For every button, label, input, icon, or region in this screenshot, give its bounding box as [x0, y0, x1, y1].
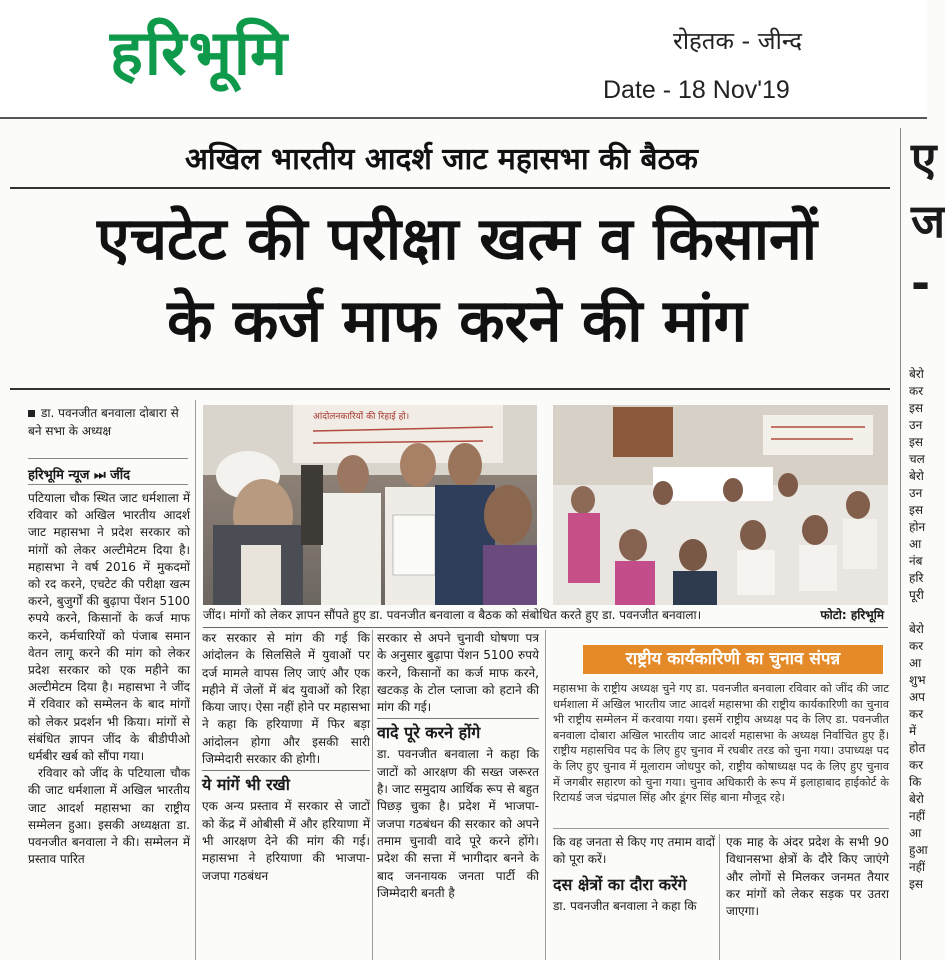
photo1-banner-text: आंदोलनकारियों की रिहाई हो।	[313, 412, 410, 422]
photo-credit: फोटो: हरिभूमि	[820, 608, 884, 622]
photo-meeting-hall	[553, 405, 888, 605]
subhead-text: डा. पवनजीत बनवाला दोबारा से बने सभा के अध्यक्ष	[28, 406, 179, 438]
byline: हरिभूमि न्यूज ⏭ जींद	[28, 458, 188, 483]
article-column-1	[28, 490, 190, 960]
clipped-text-line: उन	[909, 418, 923, 432]
byline-rule	[28, 484, 188, 485]
edition-label: रोहतक - जीन्द	[673, 27, 802, 55]
kicker-headline: अखिल भारतीय आदर्श जाट महासभा की बैठक	[185, 142, 698, 177]
photo1-illustration	[203, 405, 537, 605]
clipped-text-line: नंब	[909, 554, 923, 568]
bullet-square-icon	[28, 410, 35, 417]
clipped-text-line: नहीं	[909, 809, 926, 823]
paragraph: पटियाला चौक स्थित जाट धर्मशाला में रविवार को अखिल भारतीय आदर्श जाट महासभा ने प्रदेश सरकार को मांगों को लेकर अल्टीमेटम दिया है। महासभा ने वर्ष 2016 में मुकदमों को रद करने, एचटेट की परीक्षा खत्म करने, बुजुर्गों की बुढ़ापा पेंशन 5100 रुपये करने, किसानों के कर्ज माफ करने, कर्मचारियों को पंजाब समान वेतन लागू करने की मांग को लेकर प्रदेश सरकार को एक महीने का अल्टीमेटम दिया है। महासभा ने जींद में रविवार को सम्मेलन के बाद मांगों को लेकर प्रदर्शन भी किया। मांगों से संबंधित ज्ञापन जींद के बीडीपीओ धर्मबीर खर्ब को सौंपा गया।	[28, 491, 190, 764]
paragraph: रविवार को जींद के पटियाला चौक की जाट धर्मशाला में अखिल भारतीय जाट आदर्श महासभा का राष्ट्रीय सम्मेलन हुआ। इसकी अध्यक्षता डा. पवनजीत बनवाला ने की। सम्मेलन में प्रस्ताव पारित	[28, 766, 190, 867]
newspaper-logo: हरिभूमि	[110, 16, 290, 89]
clipped-text-line: कि	[909, 775, 922, 789]
clipped-text-line: आ	[909, 537, 922, 551]
clipped-text-line: इस	[909, 877, 924, 891]
box-rule	[553, 828, 889, 829]
article-column-5	[726, 834, 889, 920]
photo-memorandum-handover	[203, 405, 537, 605]
paragraph: एक अन्य प्रस्ताव में सरकार से जाटों को केंद्र में ओबीसी में और हरियाणा में भी आरक्षण देने की मांग की गई। महासभा ने हरियाणा की भाजपा-जजपा गठबंधन	[202, 799, 370, 883]
clipped-text-line: पूरी	[909, 588, 924, 602]
headline-line-1: एचटेट की परीक्षा खत्म व किसानों	[96, 204, 818, 273]
article-column-3	[377, 630, 539, 902]
clipped-text-line	[901, 604, 927, 621]
masthead	[0, 0, 927, 118]
paragraph: कर सरकार से मांग की गई कि आंदोलन के सिलसिले में युवाओं पर दर्ज मामले वापस लिए जाएं और एक महीने में जेलों में बंद युवाओं को रिहा किया जाए। ऐसा नहीं होने पर महासभा ने कहा कि हरियाणा में फिर बड़ा आंदोलन होगा और इसकी सारी जिम्मेदारी सरकार की होगी।	[202, 631, 370, 767]
clipped-text-line: कर	[909, 758, 924, 772]
date-label: Date - 18 Nov'19	[603, 76, 790, 104]
clipped-text-line: उन	[909, 486, 923, 500]
paragraph: डा. पवनजीत बनवाला ने कहा कि	[553, 898, 697, 913]
clipped-text-line: अप	[909, 690, 925, 704]
photo2-illustration	[553, 405, 888, 605]
clipped-text-line: कर	[909, 707, 924, 721]
column-divider	[195, 400, 196, 960]
column-divider	[545, 630, 546, 960]
adjacent-article-clipped	[900, 128, 945, 960]
box-story-body: महासभा के राष्ट्रीय अध्यक्ष चुने गए डा. पवनजीत बनवाला रविवार को जींद की जाट धर्मशाला में अखिल भारतीय जाट आदर्श महासभा की राष्ट्रीय कार्यकारिणी का चुनाव भी राष्ट्रीय सम्मेलन में करवाया गया। इसमें राष्ट्रीय अध्यक्ष पद के लिए डा. पवनजीत बनवाला दोबारा अखिल भारतीय जाट आदर्श महासभा के अध्यक्ष निर्वाचित हुए हैं। राष्ट्रीय महासचिव पद के लिए हुए चुनाव में रघबीर तरड को चुना गया। उपाध्यक्ष पद के लिए हुए चुनाव में मूलाराम जोधपुर को, राष्ट्रीय कोषाध्यक्ष पद के लिए हुए चुनाव में जगबीर सहारण को चुना गया। चुनाव अधिकारी के रूप में इलाहाबाद हाईकोर्ट के रिटायर्ड जज चंद्रपाल सिंह और डूंगर सिंह बाना मौजूद रहे।	[553, 682, 889, 805]
clipped-headline-char: ज	[911, 194, 945, 248]
caption-text: जींद। मांगों को लेकर ज्ञापन सौंपते हुए डा. पवनजीत बनवाला व बैठक को संबोधित करते हुए डा. पवनजीत बनवाला।	[203, 608, 702, 622]
kicker-rule	[10, 187, 890, 189]
main-headline	[22, 198, 892, 362]
clipped-text-line: इस	[909, 401, 924, 415]
clipped-text-line: हुआ	[909, 843, 928, 857]
paragraph: एक माह के अंदर प्रदेश के सभी 90 विधानसभा क्षेत्रों के दौरे किए जाएंगे और लोगों से मिलकर जनमत तैयार कर मांगों को लेकर सड़क पर उतरा जाएगा।	[726, 835, 889, 919]
clipped-text-line: आ	[909, 656, 922, 670]
clipped-text-lines	[901, 366, 927, 893]
clipped-text-line: हरि	[909, 571, 924, 585]
column-divider	[372, 630, 373, 960]
clipped-text-line: बेरो	[909, 469, 924, 483]
section-subhead: ये मांगें भी रखी	[202, 770, 370, 796]
article-column-2	[202, 630, 370, 885]
clipped-text-line: आ	[909, 826, 922, 840]
clipped-text-line: बेरो	[909, 792, 924, 806]
clipped-text-line: नहीं	[909, 860, 926, 874]
paragraph: सरकार से अपने चुनावी घोषणा पत्र के अनुसार बुढ़ापा पेंशन 5100 रुपये करने, किसानों का कर्ज माफ करने, खटकड़ के टोल प्लाजा को हटाने की मांग की गई।	[377, 631, 539, 715]
clipped-text-line: कर	[909, 639, 924, 653]
column-divider	[719, 834, 720, 960]
page-top-rule	[0, 117, 927, 119]
clipped-text-line: इस	[909, 435, 924, 449]
headline-rule	[10, 388, 890, 390]
clipped-text-line: कर	[909, 384, 924, 398]
clipped-text-line: बेरो	[909, 622, 924, 636]
clipped-headline-char: -	[911, 256, 931, 310]
clipped-text-line: शुभ	[909, 673, 926, 687]
article-column-4	[553, 834, 715, 915]
headline-line-2: के कर्ज माफ करने की मांग	[167, 286, 747, 355]
clipped-text-line: में	[909, 724, 917, 738]
subhead-bullet	[28, 404, 188, 440]
clipped-text-line: होत	[909, 741, 926, 755]
clipped-text-line: होन	[909, 520, 926, 534]
paragraph: डा. पवनजीत बनवाला ने कहा कि जाटों को आरक्षण की सख्त जरूरत है। जाट समुदाय आर्थिक रूप से बहुत पिछड़ चुका है। प्रदेश में भाजपा-जजपा गठबंधन की सरकार को अपने तमाम चुनावी वादे पूरे करने होंगे। प्रदेश की सत्ता में भागीदार बनने के बाद जननायक जनता पार्टी की जिम्मेदारी बनती है	[377, 747, 539, 900]
clipped-text-line: चल	[909, 452, 925, 466]
clipped-text-line: इस	[909, 503, 924, 517]
photo-caption	[203, 607, 888, 628]
clipped-text-line: बेरो	[909, 367, 924, 381]
box-story-title: राष्ट्रीय कार्यकारिणी का चुनाव संपन्न	[583, 645, 883, 674]
paragraph: कि वह जनता से किए गए तमाम वादों को पूरा करें।	[553, 835, 715, 867]
clipped-headline-char: ए	[911, 132, 937, 186]
section-subhead: दस क्षेत्रों का दौरा करेंगे	[553, 874, 687, 894]
section-subhead: वादे पूरे करने होंगे	[377, 718, 539, 744]
